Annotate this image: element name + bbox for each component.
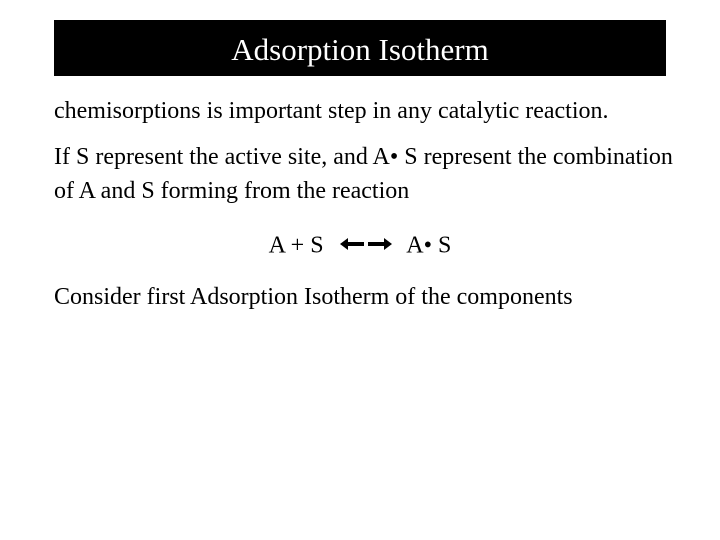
- equation-product: A• S: [406, 232, 452, 259]
- double-arrow-icon: [338, 228, 394, 262]
- slide-title: Adsorption Isotherm: [231, 31, 489, 67]
- paragraph-conclusion: Consider first Adsorption Isotherm of the components: [54, 284, 573, 310]
- paragraph-active-site: If S represent the active site, and A• S represent the combination of A and S forming from the reaction: [54, 144, 673, 204]
- equation-reactants: A + S: [268, 232, 324, 259]
- slide-body: [54, 94, 674, 326]
- paragraph-chemisorption: chemisorptions is important step in any catalytic reaction.: [54, 98, 609, 124]
- title-bar: [54, 20, 666, 76]
- reaction-equation: [54, 228, 674, 266]
